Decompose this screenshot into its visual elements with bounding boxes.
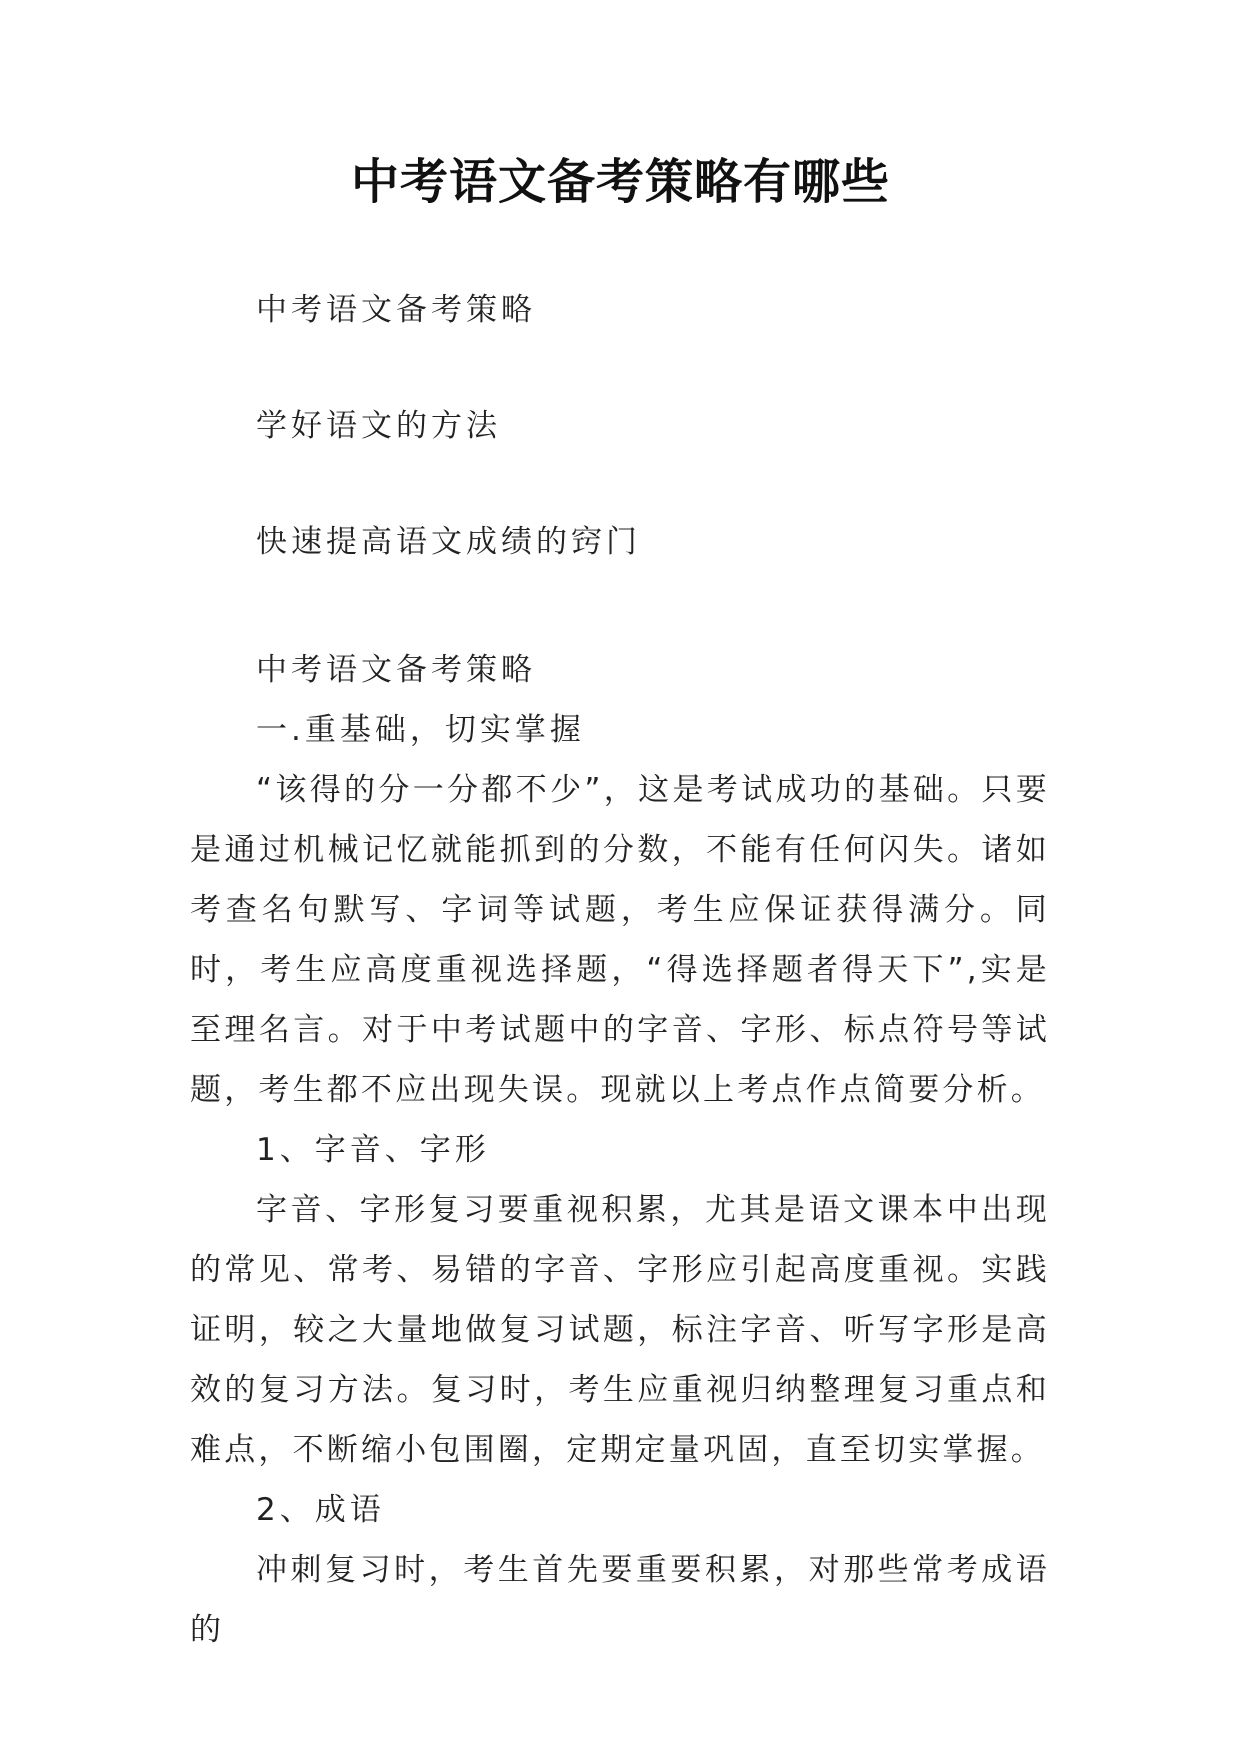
section-title: 中考语文备考策略: [256, 652, 536, 688]
table-of-contents: [256, 290, 1056, 638]
toc-item-tips: 快速提高语文成绩的窍门: [256, 524, 641, 560]
paragraph-idioms: 冲刺复习时，考生首先要重要积累，对那些常考成语的: [190, 1552, 1050, 1648]
toc-item-methods: 学好语文的方法: [256, 408, 501, 444]
paragraph-pronunciation-glyph: 字音、字形复习要重视积累，尤其是语文课本中出现的常见、常考、易错的字音、字形应引起高度重视。实践证明，较之大量地做复习试题，标注字音、听写字形是高效的复习方法。复习时，考生应重视归纳整理复习重点和难点，不断缩小包围圈，定期定量巩固，直至切实掌握。: [190, 1192, 1050, 1468]
document-body: [190, 640, 1050, 1660]
heading-basics: 一.重基础，切实掌握: [256, 712, 585, 748]
document-title: 中考语文备考策略有哪些: [350, 154, 890, 210]
toc-item-strategy: 中考语文备考策略: [256, 292, 536, 328]
subheading-pronunciation-glyph: 1、字音、字形: [256, 1132, 490, 1168]
paragraph-basics: “该得的分一分都不少”，这是考试成功的基础。只要是通过机械记忆就能抓到的分数，不能有任何闪失。诸如考查名句默写、字词等试题，考生应保证获得满分。同时，考生应高度重视选择题，“得选择题者得天下”,实是至理名言。对于中考试题中的字音、字形、标点符号等试题，考生都不应出现失误。现就以上考点作点简要分析。: [190, 772, 1050, 1108]
subheading-idioms: 2、成语: [256, 1492, 385, 1528]
